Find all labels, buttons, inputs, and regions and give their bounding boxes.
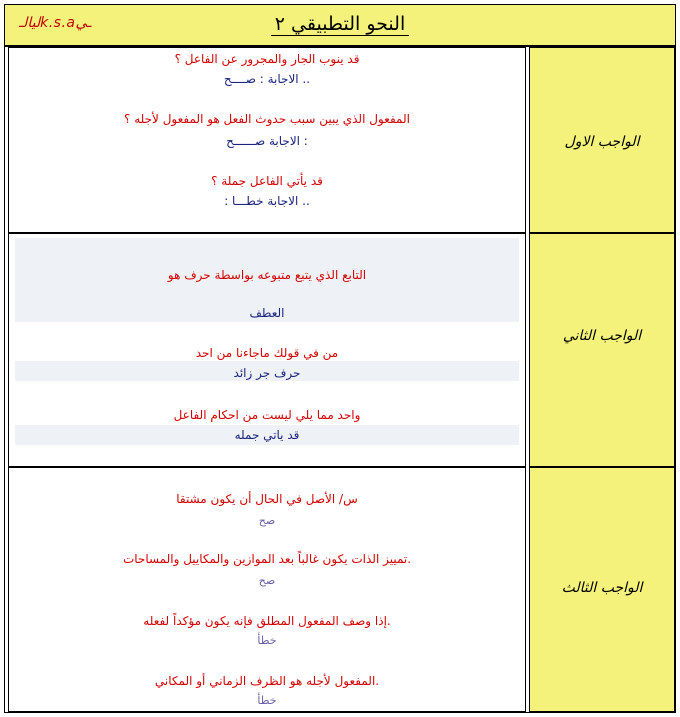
homework-3-label: الواجب الثالث xyxy=(561,580,643,596)
answer-1-3: .. الاجابة خطـــا : xyxy=(224,194,310,208)
page-title-text: النحو التطبيقي ٢ xyxy=(271,13,409,36)
question-2-3: واحد مما يلي ليست من احكام الفاعل xyxy=(173,408,361,422)
answer-1-1: .. الاجابة : صــــح xyxy=(223,72,311,86)
homework-2-label-cell xyxy=(529,233,675,467)
document-page xyxy=(4,4,676,713)
page-title xyxy=(5,13,675,35)
homework-2-label: الواجب الثاني xyxy=(562,328,642,344)
question-1-1: قد ينوب الجار والمجرور عن الفاعل ؟ xyxy=(174,52,360,66)
homework-row-1 xyxy=(5,47,675,233)
question-3-4: .المفعول لأجله هو الظرف الزماني أو المكاني xyxy=(154,674,380,688)
homework-2-content-cell xyxy=(8,233,526,467)
question-3-1: س/ الأصل في الحال أن يكون مشتقا xyxy=(176,492,358,506)
homework-1-label-cell xyxy=(529,47,675,233)
question-2-2: من في قولك ماجاءنا من احد xyxy=(195,346,339,360)
question-3-3: .إذا وصف المفعول المطلق فإنه يكون مؤكداً لفعله xyxy=(143,614,391,628)
homework-3-content-cell xyxy=(8,467,526,712)
homework-1-label: الواجب الاول xyxy=(564,134,640,150)
author-logo: ليالـk.s.aـي xyxy=(19,15,92,31)
homework-row-2 xyxy=(5,233,675,467)
answer-2-3: قد ياتي جمله xyxy=(234,428,300,442)
answer-2-1: العطف xyxy=(249,306,285,320)
homework-3-label-cell xyxy=(529,467,675,712)
question-1-2: المفعول الذي يبين سبب حدوث الفعل هو المفعول لأجله ؟ xyxy=(124,112,410,126)
answer-3-3: خطأ xyxy=(257,634,277,647)
answer-3-4: خطأ xyxy=(257,694,277,707)
question-3-2: .تمييز الذات يكون غالباً بعد الموازين والمكاييل والمساحات xyxy=(122,552,412,566)
question-1-3: قد يأتي الفاعل جملة ؟ xyxy=(211,174,323,188)
answer-1-2: : الاجابة صــــــح xyxy=(226,134,308,148)
title-bar xyxy=(5,5,675,47)
homework-1-content-cell xyxy=(8,47,526,233)
answer-2-2: حرف جر زائد xyxy=(233,366,301,380)
answer-3-1: صح xyxy=(258,514,276,527)
answer-3-2: صح xyxy=(258,574,276,587)
homework-row-3 xyxy=(5,467,675,712)
question-2-1: التابع الذي يتبع متبوعه بواسطة حرف هو xyxy=(167,268,367,282)
